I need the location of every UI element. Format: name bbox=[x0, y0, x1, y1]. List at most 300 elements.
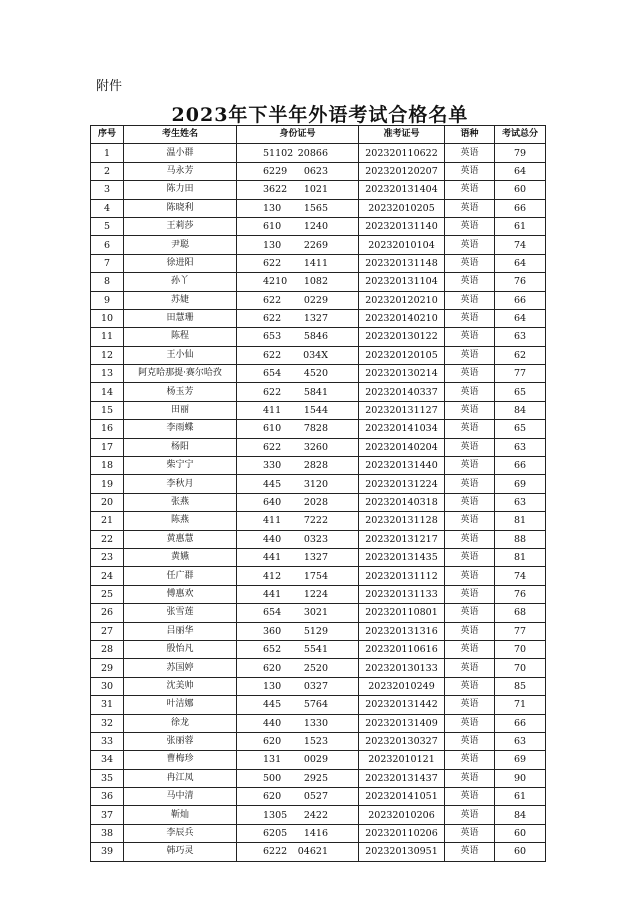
id-number-start: 360 bbox=[263, 625, 282, 637]
exam-number: 202320110622 bbox=[359, 144, 445, 162]
exam-number: 202320131112 bbox=[359, 567, 445, 585]
total-score: 70 bbox=[495, 659, 546, 677]
id-number-start: 620 bbox=[263, 791, 282, 803]
row-number: 34 bbox=[91, 751, 124, 769]
language: 英语 bbox=[445, 567, 495, 585]
total-score: 85 bbox=[495, 677, 546, 695]
table-row bbox=[91, 714, 546, 732]
id-number-start: 6229 bbox=[263, 165, 288, 177]
language: 英语 bbox=[445, 217, 495, 235]
total-score: 90 bbox=[495, 769, 546, 787]
exam-number: 202320131148 bbox=[359, 254, 445, 272]
row-number: 6 bbox=[91, 236, 124, 254]
candidate-name: 田丽 bbox=[124, 401, 237, 419]
row-number: 3 bbox=[91, 181, 124, 199]
id-number-cell bbox=[237, 328, 359, 346]
id-number-start: 654 bbox=[263, 368, 282, 380]
language: 英语 bbox=[445, 640, 495, 658]
language: 英语 bbox=[445, 254, 495, 272]
row-number: 20 bbox=[91, 493, 124, 511]
id-number-end: 2520 bbox=[303, 662, 328, 674]
row-number: 25 bbox=[91, 585, 124, 603]
candidate-name: 阿克哈那提·赛尔哈孜 bbox=[124, 365, 237, 383]
total-score: 71 bbox=[495, 696, 546, 714]
id-number-start: 622 bbox=[263, 441, 282, 453]
candidate-name: 王小仙 bbox=[124, 346, 237, 364]
candidate-name: 张燕 bbox=[124, 493, 237, 511]
id-number-end: 1327 bbox=[303, 313, 328, 325]
table-row bbox=[91, 696, 546, 714]
table-row bbox=[91, 383, 546, 401]
exam-number: 202320131442 bbox=[359, 696, 445, 714]
row-number: 28 bbox=[91, 640, 124, 658]
language: 英语 bbox=[445, 365, 495, 383]
id-number-cell bbox=[237, 622, 359, 640]
exam-number: 202320131224 bbox=[359, 475, 445, 493]
table-row bbox=[91, 659, 546, 677]
id-number-start: 412 bbox=[263, 570, 282, 582]
table-row bbox=[91, 401, 546, 419]
language: 英语 bbox=[445, 530, 495, 548]
total-score: 88 bbox=[495, 530, 546, 548]
exam-number: 202320120210 bbox=[359, 291, 445, 309]
row-number: 12 bbox=[91, 346, 124, 364]
candidate-name: 马永芳 bbox=[124, 162, 237, 180]
id-number-cell bbox=[237, 438, 359, 456]
exam-number: 202320131217 bbox=[359, 530, 445, 548]
col-header-name: 考生姓名 bbox=[124, 126, 237, 144]
id-number-start: 411 bbox=[263, 405, 282, 417]
id-number-start: 640 bbox=[263, 497, 282, 508]
total-score: 74 bbox=[495, 236, 546, 254]
exam-number: 202320140210 bbox=[359, 309, 445, 327]
exam-number: 202320131316 bbox=[359, 622, 445, 640]
row-number: 33 bbox=[91, 732, 124, 750]
id-number-end: 2028 bbox=[303, 497, 328, 508]
row-number: 10 bbox=[91, 309, 124, 327]
table-body bbox=[91, 144, 546, 861]
language: 英语 bbox=[445, 548, 495, 566]
row-number: 7 bbox=[91, 254, 124, 272]
row-number: 16 bbox=[91, 420, 124, 438]
id-number-cell bbox=[237, 696, 359, 714]
candidate-name: 徐进阳 bbox=[124, 254, 237, 272]
candidate-name: 陈晓利 bbox=[124, 199, 237, 217]
exam-number: 202320141051 bbox=[359, 788, 445, 806]
id-number-end: 1021 bbox=[303, 184, 328, 196]
candidate-name: 田慧珊 bbox=[124, 309, 237, 327]
total-score: 66 bbox=[495, 291, 546, 309]
id-number-cell bbox=[237, 843, 359, 861]
id-number-end: 5129 bbox=[303, 625, 328, 637]
table-row bbox=[91, 530, 546, 548]
id-number-start: 622 bbox=[263, 257, 282, 269]
language: 英语 bbox=[445, 420, 495, 438]
exam-number: 202320110206 bbox=[359, 824, 445, 842]
total-score: 60 bbox=[495, 843, 546, 861]
total-score: 81 bbox=[495, 548, 546, 566]
row-number: 26 bbox=[91, 604, 124, 622]
exam-number: 202320131128 bbox=[359, 512, 445, 530]
row-number: 5 bbox=[91, 217, 124, 235]
row-number: 30 bbox=[91, 677, 124, 695]
row-number: 17 bbox=[91, 438, 124, 456]
candidate-name: 曹梅珍 bbox=[124, 751, 237, 769]
id-number-start: 130 bbox=[263, 680, 282, 692]
id-number-cell bbox=[237, 677, 359, 695]
table-row bbox=[91, 236, 546, 254]
id-number-cell bbox=[237, 346, 359, 364]
total-score: 69 bbox=[495, 751, 546, 769]
exam-number: 20232010206 bbox=[359, 806, 445, 824]
exam-number: 202320110801 bbox=[359, 604, 445, 622]
row-number: 36 bbox=[91, 788, 124, 806]
table-row bbox=[91, 769, 546, 787]
candidate-name: 叶洁娜 bbox=[124, 696, 237, 714]
id-number-end: 1544 bbox=[303, 405, 328, 417]
language: 英语 bbox=[445, 824, 495, 842]
candidate-name: 苏婕 bbox=[124, 291, 237, 309]
candidate-name: 吕丽华 bbox=[124, 622, 237, 640]
exam-number: 202320131133 bbox=[359, 585, 445, 603]
candidate-name: 黄嬿 bbox=[124, 548, 237, 566]
candidate-name: 李雨蝶 bbox=[124, 420, 237, 438]
total-score: 77 bbox=[495, 365, 546, 383]
table-row bbox=[91, 217, 546, 235]
total-score: 69 bbox=[495, 475, 546, 493]
id-number-cell bbox=[237, 199, 359, 217]
id-number-end: 04621 bbox=[297, 846, 328, 858]
row-number: 29 bbox=[91, 659, 124, 677]
exam-number: 202320131440 bbox=[359, 457, 445, 475]
row-number: 24 bbox=[91, 567, 124, 585]
id-number-cell bbox=[237, 824, 359, 842]
exam-number: 20232010249 bbox=[359, 677, 445, 695]
table-row bbox=[91, 475, 546, 493]
id-number-start: 620 bbox=[263, 662, 282, 674]
total-score: 64 bbox=[495, 162, 546, 180]
results-table bbox=[90, 125, 546, 862]
total-score: 70 bbox=[495, 640, 546, 658]
candidate-name: 张雪莲 bbox=[124, 604, 237, 622]
candidate-name: 杨玉芳 bbox=[124, 383, 237, 401]
id-number-cell bbox=[237, 217, 359, 235]
table-row bbox=[91, 365, 546, 383]
candidate-name: 任广群 bbox=[124, 567, 237, 585]
candidate-name: 马中清 bbox=[124, 788, 237, 806]
table-row bbox=[91, 162, 546, 180]
candidate-name: 苏国婷 bbox=[124, 659, 237, 677]
id-number-cell bbox=[237, 604, 359, 622]
id-number-cell bbox=[237, 548, 359, 566]
table-row bbox=[91, 457, 546, 475]
exam-number: 202320120207 bbox=[359, 162, 445, 180]
id-number-start: 610 bbox=[263, 423, 282, 435]
table-header-row bbox=[91, 126, 546, 144]
language: 英语 bbox=[445, 273, 495, 291]
language: 英语 bbox=[445, 401, 495, 419]
id-number-cell bbox=[237, 236, 359, 254]
id-number-cell bbox=[237, 640, 359, 658]
col-header-exam: 准考证号 bbox=[359, 126, 445, 144]
exam-number: 202320120105 bbox=[359, 346, 445, 364]
language: 英语 bbox=[445, 457, 495, 475]
exam-number: 20232010121 bbox=[359, 751, 445, 769]
id-number-end: 1565 bbox=[303, 202, 328, 214]
id-number-start: 130 bbox=[263, 202, 282, 214]
total-score: 63 bbox=[495, 438, 546, 456]
id-number-end: 0323 bbox=[303, 533, 328, 545]
language: 英语 bbox=[445, 181, 495, 199]
col-header-lang: 语种 bbox=[445, 126, 495, 144]
table-row bbox=[91, 751, 546, 769]
id-number-start: 610 bbox=[263, 221, 282, 233]
id-number-end: 3260 bbox=[303, 441, 328, 453]
col-header-id: 身份证号 bbox=[237, 126, 359, 144]
exam-number: 202320131437 bbox=[359, 769, 445, 787]
total-score: 84 bbox=[495, 806, 546, 824]
id-number-end: 0029 bbox=[303, 754, 328, 766]
id-number-cell bbox=[237, 659, 359, 677]
id-number-cell bbox=[237, 585, 359, 603]
id-number-cell bbox=[237, 493, 359, 511]
id-number-end: 1240 bbox=[303, 221, 328, 233]
table-row bbox=[91, 843, 546, 861]
candidate-name: 柴宁宁 bbox=[124, 457, 237, 475]
exam-number: 202320110616 bbox=[359, 640, 445, 658]
exam-number: 202320130951 bbox=[359, 843, 445, 861]
total-score: 74 bbox=[495, 567, 546, 585]
id-number-start: 130 bbox=[263, 239, 282, 251]
language: 英语 bbox=[445, 732, 495, 750]
total-score: 60 bbox=[495, 181, 546, 199]
id-number-cell bbox=[237, 181, 359, 199]
table-row bbox=[91, 309, 546, 327]
candidate-name: 陈程 bbox=[124, 328, 237, 346]
table-row bbox=[91, 199, 546, 217]
candidate-name: 温小群 bbox=[124, 144, 237, 162]
language: 英语 bbox=[445, 769, 495, 787]
candidate-name: 张丽蓉 bbox=[124, 732, 237, 750]
id-number-end: 0623 bbox=[303, 165, 328, 177]
candidate-name: 李秋月 bbox=[124, 475, 237, 493]
id-number-end: 2269 bbox=[303, 239, 328, 251]
language: 英语 bbox=[445, 751, 495, 769]
attachment-label: 附件 bbox=[96, 79, 123, 94]
id-number-start: 622 bbox=[263, 349, 282, 361]
row-number: 8 bbox=[91, 273, 124, 291]
id-number-end: 5846 bbox=[303, 331, 328, 343]
exam-number: 202320130122 bbox=[359, 328, 445, 346]
id-number-cell bbox=[237, 732, 359, 750]
exam-number: 202320140337 bbox=[359, 383, 445, 401]
id-number-end: 2925 bbox=[303, 772, 328, 784]
language: 英语 bbox=[445, 493, 495, 511]
language: 英语 bbox=[445, 714, 495, 732]
id-number-start: 51102 bbox=[263, 147, 294, 159]
row-number: 38 bbox=[91, 824, 124, 842]
id-number-end: 0327 bbox=[303, 680, 328, 692]
exam-number: 20232010205 bbox=[359, 199, 445, 217]
id-number-start: 6205 bbox=[263, 828, 288, 840]
id-number-start: 411 bbox=[263, 515, 282, 527]
total-score: 68 bbox=[495, 604, 546, 622]
table-row bbox=[91, 585, 546, 603]
id-number-end: 1411 bbox=[303, 257, 328, 269]
id-number-end: 0229 bbox=[303, 294, 328, 306]
candidate-name: 黄惠慧 bbox=[124, 530, 237, 548]
language: 英语 bbox=[445, 383, 495, 401]
id-number-start: 445 bbox=[263, 699, 282, 711]
exam-number: 202320140204 bbox=[359, 438, 445, 456]
id-number-end: 0527 bbox=[303, 791, 328, 803]
language: 英语 bbox=[445, 199, 495, 217]
id-number-cell bbox=[237, 512, 359, 530]
id-number-start: 445 bbox=[263, 478, 282, 490]
id-number-end: 1082 bbox=[303, 276, 328, 288]
id-number-end: 5541 bbox=[303, 644, 328, 656]
id-number-start: 500 bbox=[263, 772, 282, 784]
language: 英语 bbox=[445, 309, 495, 327]
table-row bbox=[91, 438, 546, 456]
table-row bbox=[91, 328, 546, 346]
id-number-start: 441 bbox=[263, 588, 282, 600]
table-row bbox=[91, 622, 546, 640]
id-number-cell bbox=[237, 273, 359, 291]
table-row bbox=[91, 291, 546, 309]
id-number-end: 3021 bbox=[303, 607, 328, 619]
language: 英语 bbox=[445, 622, 495, 640]
table-row bbox=[91, 346, 546, 364]
row-number: 27 bbox=[91, 622, 124, 640]
total-score: 63 bbox=[495, 732, 546, 750]
col-header-score: 考试总分 bbox=[495, 126, 546, 144]
language: 英语 bbox=[445, 788, 495, 806]
table-row bbox=[91, 420, 546, 438]
id-number-end: 1523 bbox=[303, 736, 328, 748]
language: 英语 bbox=[445, 677, 495, 695]
row-number: 21 bbox=[91, 512, 124, 530]
id-number-start: 441 bbox=[263, 552, 282, 564]
total-score: 63 bbox=[495, 493, 546, 511]
row-number: 11 bbox=[91, 328, 124, 346]
id-number-start: 440 bbox=[263, 717, 282, 729]
id-number-cell bbox=[237, 475, 359, 493]
candidate-name: 傅惠欢 bbox=[124, 585, 237, 603]
candidate-name: 李辰兵 bbox=[124, 824, 237, 842]
row-number: 37 bbox=[91, 806, 124, 824]
total-score: 66 bbox=[495, 199, 546, 217]
id-number-cell bbox=[237, 254, 359, 272]
language: 英语 bbox=[445, 696, 495, 714]
total-score: 81 bbox=[495, 512, 546, 530]
table-row bbox=[91, 567, 546, 585]
exam-number: 202320131104 bbox=[359, 273, 445, 291]
id-number-start: 653 bbox=[263, 331, 282, 343]
exam-number: 202320131404 bbox=[359, 181, 445, 199]
candidate-name: 冉江凤 bbox=[124, 769, 237, 787]
exam-number: 202320131409 bbox=[359, 714, 445, 732]
candidate-name: 孙丫 bbox=[124, 273, 237, 291]
language: 英语 bbox=[445, 438, 495, 456]
id-number-start: 6222 bbox=[263, 846, 288, 858]
table-row bbox=[91, 273, 546, 291]
total-score: 63 bbox=[495, 328, 546, 346]
total-score: 62 bbox=[495, 346, 546, 364]
candidate-name: 靳灿 bbox=[124, 806, 237, 824]
exam-number: 202320141034 bbox=[359, 420, 445, 438]
id-number-end: 1754 bbox=[303, 570, 328, 582]
language: 英语 bbox=[445, 144, 495, 162]
id-number-start: 622 bbox=[263, 294, 282, 306]
language: 英语 bbox=[445, 659, 495, 677]
total-score: 64 bbox=[495, 254, 546, 272]
language: 英语 bbox=[445, 806, 495, 824]
candidate-name: 徐龙 bbox=[124, 714, 237, 732]
language: 英语 bbox=[445, 512, 495, 530]
id-number-cell bbox=[237, 567, 359, 585]
id-number-cell bbox=[237, 751, 359, 769]
table-row bbox=[91, 788, 546, 806]
row-number: 4 bbox=[91, 199, 124, 217]
row-number: 9 bbox=[91, 291, 124, 309]
id-number-cell bbox=[237, 383, 359, 401]
total-score: 61 bbox=[495, 217, 546, 235]
exam-number: 202320130214 bbox=[359, 365, 445, 383]
total-score: 77 bbox=[495, 622, 546, 640]
language: 英语 bbox=[445, 475, 495, 493]
id-number-cell bbox=[237, 162, 359, 180]
id-number-end: 1330 bbox=[303, 717, 328, 729]
table-row bbox=[91, 181, 546, 199]
table-row bbox=[91, 144, 546, 162]
id-number-cell bbox=[237, 714, 359, 732]
table-row bbox=[91, 604, 546, 622]
exam-number: 202320130327 bbox=[359, 732, 445, 750]
row-number: 2 bbox=[91, 162, 124, 180]
language: 英语 bbox=[445, 843, 495, 861]
row-number: 23 bbox=[91, 548, 124, 566]
id-number-end: 4520 bbox=[303, 368, 328, 380]
id-number-start: 1305 bbox=[263, 809, 288, 821]
exam-number: 202320131435 bbox=[359, 548, 445, 566]
language: 英语 bbox=[445, 604, 495, 622]
id-number-cell bbox=[237, 144, 359, 162]
id-number-end: 5764 bbox=[303, 699, 328, 711]
row-number: 32 bbox=[91, 714, 124, 732]
candidate-name: 尹聪 bbox=[124, 236, 237, 254]
id-number-end: 1416 bbox=[303, 828, 328, 840]
row-number: 13 bbox=[91, 365, 124, 383]
candidate-name: 陈燕 bbox=[124, 512, 237, 530]
total-score: 76 bbox=[495, 585, 546, 603]
total-score: 66 bbox=[495, 714, 546, 732]
id-number-cell bbox=[237, 420, 359, 438]
exam-number: 202320140318 bbox=[359, 493, 445, 511]
id-number-start: 440 bbox=[263, 533, 282, 545]
table-row bbox=[91, 640, 546, 658]
page-title: 2023年下半年外语考试合格名单 bbox=[171, 104, 469, 126]
row-number: 31 bbox=[91, 696, 124, 714]
id-number-end: 7222 bbox=[303, 515, 328, 527]
language: 英语 bbox=[445, 236, 495, 254]
table-row bbox=[91, 254, 546, 272]
language: 英语 bbox=[445, 346, 495, 364]
id-number-cell bbox=[237, 309, 359, 327]
candidate-name: 陈力田 bbox=[124, 181, 237, 199]
id-number-start: 3622 bbox=[263, 184, 288, 196]
table-row bbox=[91, 512, 546, 530]
